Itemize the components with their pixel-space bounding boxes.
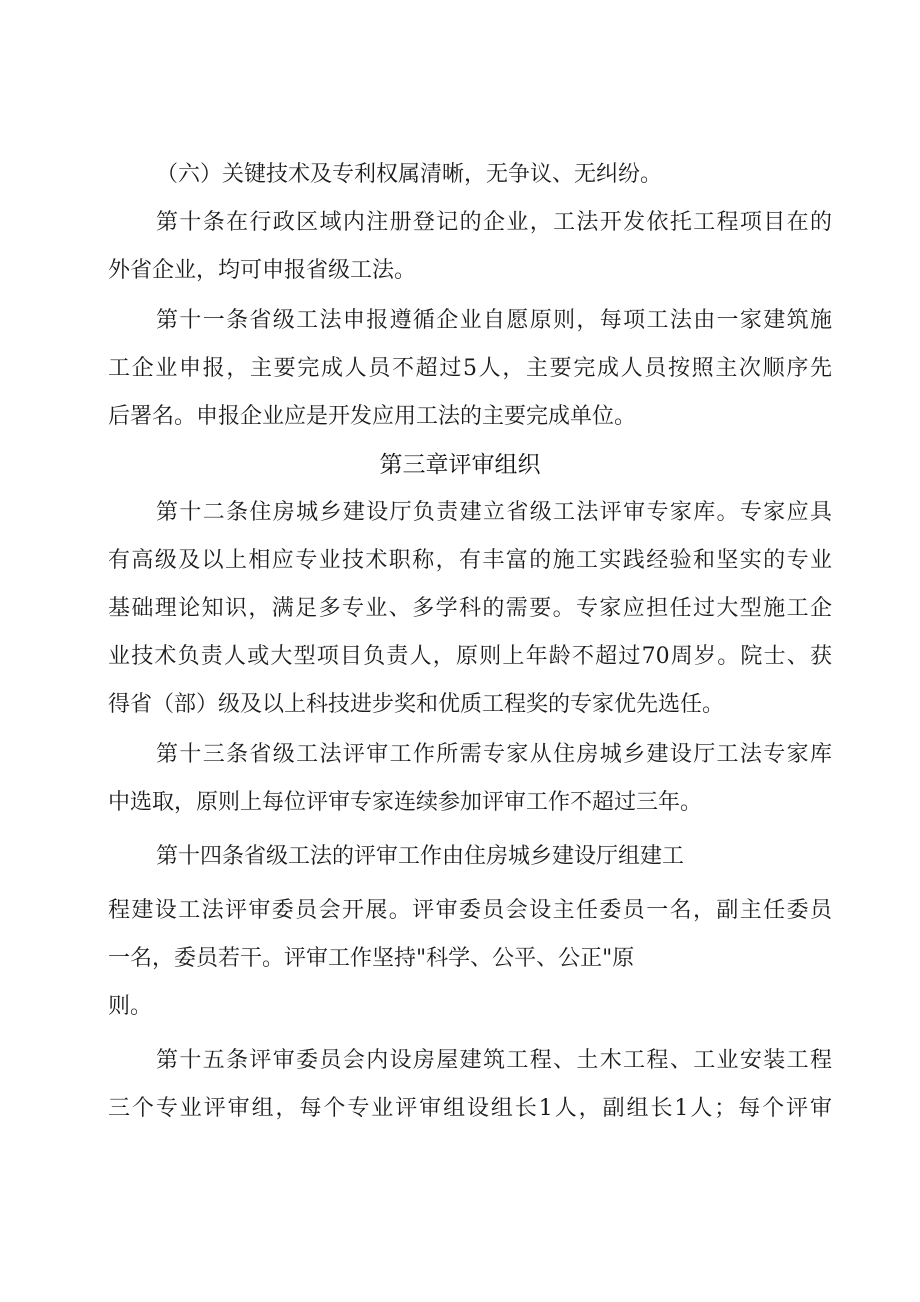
article-14-line-4: 则。 (108, 994, 153, 1019)
article-12-line-3: 基础理论知识，满足多专业、多学科的需要。专家应担任过大型施工企 (108, 596, 832, 621)
article-14-line-3: 一名，委员若干。评审工作坚持"科学、公平、公正"原 (108, 946, 635, 971)
article-13-line-1: 第十三条省级工法评审工作所需专家从住房城乡建设厅工法专家库 (156, 742, 832, 767)
article-11-line-2: 工企业申报，主要完成人员不超过5人，主要完成人员按照主次顺序先 (108, 356, 832, 381)
article-12-line-1: 第十二条住房城乡建设厅负责建立省级工法评审专家库。专家应具 (156, 500, 832, 525)
paragraph-item-6-line-1: （六）关键技术及专利权属清晰，无争议、无纠纷。 (156, 162, 663, 187)
article-14-line-1: 第十四条省级工法的评审工作由住房城乡建设厅组建工 (156, 844, 685, 869)
article-15-line-2: 三个专业评审组，每个专业评审组设组长1人，副组长1人；每个评审 (108, 1096, 832, 1121)
article-12-line-2: 有高级及以上相应专业技术职称，有丰富的施工实践经验和坚实的专业 (108, 548, 832, 573)
article-13-line-2: 中选取，原则上每位评审专家连续参加评审工作不超过三年。 (108, 790, 703, 815)
article-11-line-3: 后署名。申报企业应是开发应用工法的主要完成单位。 (108, 404, 637, 429)
article-14-line-2: 程建设工法评审委员会开展。评审委员会设主任委员一名，副主任委员 (108, 898, 832, 923)
article-10-line-1: 第十条在行政区域内注册登记的企业，工法开发依托工程项目在的 (156, 210, 832, 235)
article-11-line-1: 第十一条省级工法申报遵循企业自愿原则，每项工法由一家建筑施 (156, 308, 832, 333)
chapter-3-heading: 第三章评审组织 (379, 452, 541, 478)
article-12-line-4: 业技术负责人或大型项目负责人，原则上年龄不超过70周岁。院士、获 (108, 644, 832, 669)
article-12-line-5: 得省（部）级及以上科技进步奖和优质工程奖的专家优先选任。 (108, 692, 725, 717)
article-10-line-2: 外省企业，均可申报省级工法。 (108, 258, 417, 283)
article-15-line-1: 第十五条评审委员会内设房屋建筑工程、土木工程、工业安装工程 (156, 1048, 832, 1073)
